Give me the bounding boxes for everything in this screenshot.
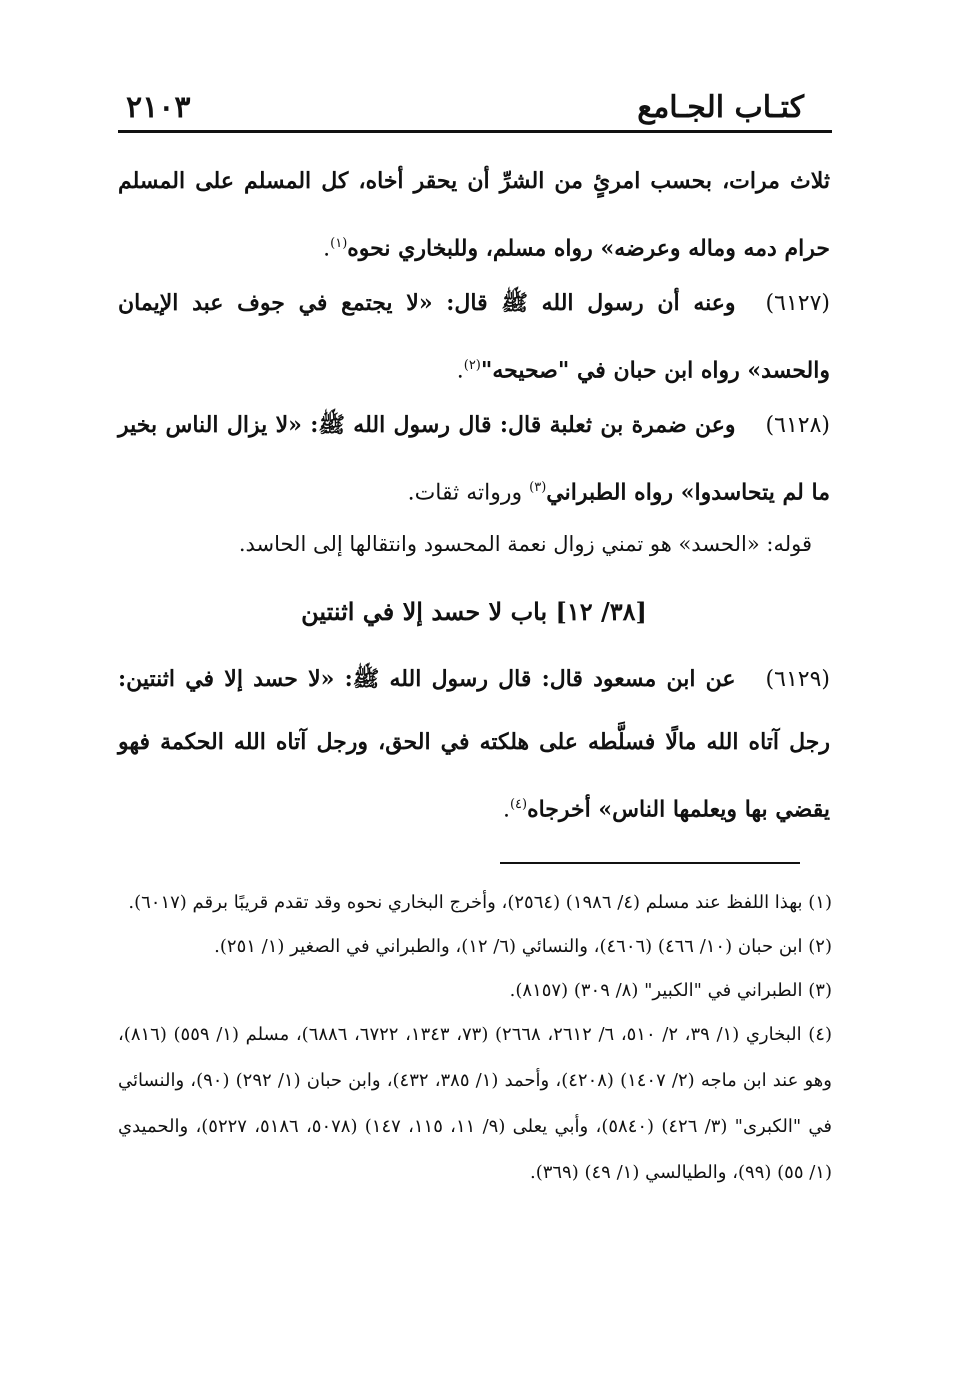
hadith-paragraph-continuation [118, 150, 830, 280]
footnote-4: (٤) البخاري (١/ ٣٩، ٢/ ٥١٠، ٦/ ٢٦١٢، ٢٦٦٨) (٧٣، ١٣٤٣، ٦٧٢٢، ٦٨٨٦)، مسلم (١/ ٥٥٩) (٨١٦)، وهو عند ابن ماجه (٢/ ١٤٠٧) (٤٢٠٨)، وأحمد (١/ ٣٨٥، ٤٣٢)، وابن حبان (١/ ٢٩٢) (٩٠)، والنسائي في "الكبرى" (٣/ ٤٢٦) (٥٨٤٠)، وأبي يعلى (٩/ ١١، ١١٥، ١٤٧) (٥٠٧٨، ٥١٨٦، ٥٢٢٧)، والحميدي (١/ ٥٥) (٩٩)، والطيالسي (١/ ٤٩) (٣٦٩). [118, 1024, 832, 1183]
footnote-3: (٣) الطبراني في "الكبير" (٨/ ٣٠٩) (٨١٥٧). [509, 980, 832, 1001]
hadith-paragraph-6128 [118, 394, 830, 524]
footnote-ref: (٤) [509, 797, 528, 812]
footnote-2: (٢) ابن حبان (١٠/ ٤٦٦) (٤٦٠٦)، والنسائي (٦/ ١٢)، والطبراني في الصغير (١/ ٢٥١). [214, 936, 832, 957]
chapter-heading: [٣٨/ ١٢] باب لا حسد إلا في اثنتين [301, 597, 647, 626]
hadith-number: (٦١٢٨) [765, 413, 830, 438]
footnote-ref: (١) [330, 236, 348, 251]
hadith-number: (٦١٢٧) [765, 291, 830, 316]
hadith-paragraph-6129 [118, 648, 830, 841]
paragraph-end: . [456, 358, 464, 384]
hadith-text: وعن ضمرة بن ثعلبة قال: قال رسول الله ﷺ: «لا يزال الناس بخير ما لم يتحاسدوا» رواه الطبراني [118, 412, 830, 506]
paragraph-end: ورواته ثقات. [407, 480, 530, 506]
page-header [118, 88, 832, 132]
hadith-text: عن ابن مسعود قال: قال رسول الله ﷺ: «لا حسد إلا في اثنتين: رجل آتاه الله مالًا فسلَّطه على هلكته في الحق، ورجل آتاه الله الحكمة فهو يقضي بها ويعلمها الناس» أخرجاه [118, 666, 830, 823]
hadith-text: وعنه أن رسول الله ﷺ قال: «لا يجتمع في جوف عبد الإيمان والحسد» رواه ابن حبان في "صحيحه" [118, 290, 830, 384]
footnote-1: (١) بهذا اللفظ عند مسلم (٤/ ١٩٨٦) (٢٥٦٤)، وأخرج البخاري نحوه وقد تقدم قريبًا برقم (٦٠١٧). [128, 892, 832, 913]
page-number: ٢١٠٣ [126, 90, 191, 125]
footnote-ref: (٣) [529, 480, 547, 495]
footnote-ref: (٢) [463, 358, 481, 373]
book-title: كتـاب الجـامع [637, 90, 804, 125]
commentary-line: قوله: «الحسد» هو تمني زوال نعمة المحسود وانتقالها إلى الحاسد. [238, 532, 812, 556]
paragraph-end: . [323, 236, 331, 262]
footnotes-section [118, 880, 832, 1196]
hadith-paragraph-6127 [118, 272, 830, 402]
header-rule [118, 130, 832, 133]
hadith-number: (٦١٢٩) [765, 667, 830, 692]
paragraph-end: . [502, 797, 510, 823]
hadith-text: ثلاث مرات، بحسب امرئٍ من الشرِّ أن يحقر أخاه، كل المسلم على المسلم حرام دمه وماله وعرضه» رواه مسلم، وللبخاري نحوه [118, 168, 830, 262]
footnote-separator [500, 862, 800, 864]
